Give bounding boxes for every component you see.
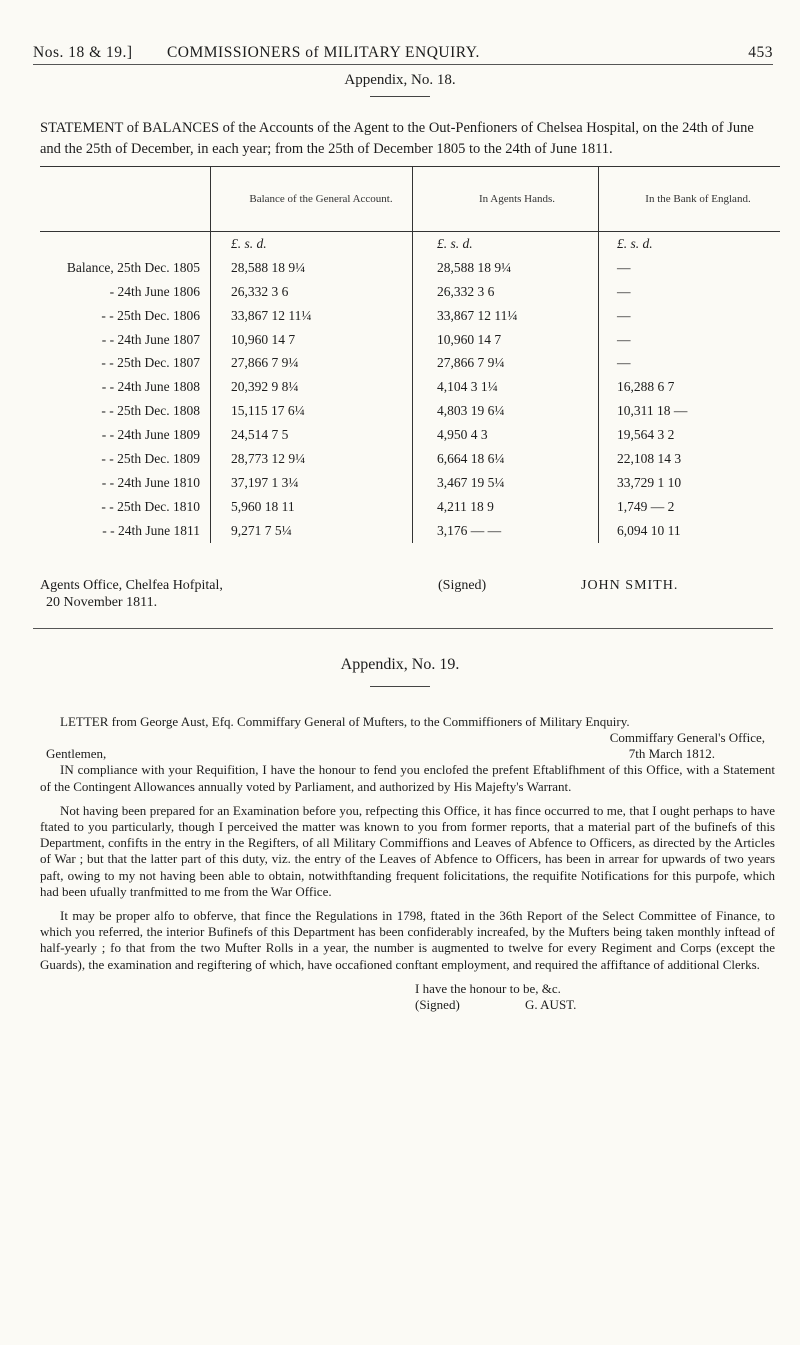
general-balance: 5,960 18 11 (211, 495, 413, 519)
bank-of-england: — (599, 304, 781, 328)
agents-hands: 4,803 19 6¼ (413, 399, 599, 423)
agents-hands: 3,176 — — (413, 519, 599, 543)
general-balance: 10,960 14 7 (211, 328, 413, 352)
table-row (40, 304, 780, 328)
row-label: - - 25th Dec. 1810 (101, 498, 200, 514)
bank-of-england: — (599, 256, 781, 280)
general-balance: 27,866 7 9¼ (211, 351, 413, 375)
agents-hands: 10,960 14 7 (413, 328, 599, 352)
row-label: - - 25th Dec. 1808 (101, 403, 200, 419)
bank-of-england: — (599, 280, 781, 304)
paragraph: Not having been prepared for an Examination before you, refpecting this Office, it has fince occurred to me, that I ought perhaps to have ftated to you particularly, though I perceived the matter was known to you from former reports, that a material part of the bufinefs of this Department, confifts in the entry in the Regifters, of all Military Commiffions and Leaves of Abfence to Officers, as directed by the Articles of War ; but that the latter part of this duty, viz. the entry of the Leaves of Abfence to Officers, has been in arrear for upwards of two years paft, owing to my not having been able to obtain, notwithftanding frequent folicitations, the requifite Notifications for this purpofe, which had been ufually tranfmitted to me from the War Office. (40, 802, 775, 899)
table-row (40, 399, 780, 423)
signer-name: JOHN SMITH. (581, 578, 679, 593)
row-label: - - 24th June 1809 (101, 427, 200, 443)
paragraph: IN compliance with your Requifition, I have the honour to fend you enclofed the prefent Eftablifhment of this Office, with a Statement of the Contingent Allowances annually voted by Parliament, and authorized by His Majefty's Warrant. (40, 762, 775, 794)
agents-hands: 28,588 18 9¼ (413, 256, 599, 280)
column-header-agents: In Agents Hands. (413, 167, 599, 232)
agents-hands: 27,866 7 9¼ (413, 351, 599, 375)
units-agents: £. s. d. (413, 232, 599, 256)
table-row (40, 447, 780, 471)
statement-intro: STATEMENT of BALANCES of the Accounts of the Agent to the Out-Penfioners of Chelsea Hospital, on the 24th of June and the 25th of December, in each year; from the 25th of December 1805 to the 24th of June 1811. (40, 120, 754, 157)
agents-hands: 4,950 4 3 (413, 423, 599, 447)
units-row (40, 232, 780, 256)
row-label: - - 24th June 1807 (101, 331, 200, 347)
row-label: - - 25th Dec. 1806 (101, 307, 200, 323)
letter-heading: LETTER from George Aust, Efq. Commiffary General of Mufters, to the Commiffioners of Military Enquiry. (60, 714, 630, 729)
letter-body (40, 714, 775, 1013)
row-label: - - 25th Dec. 1807 (101, 355, 200, 371)
agents-hands: 4,104 3 1¼ (413, 375, 599, 399)
closing: I have the honour to be, &c. (415, 980, 561, 996)
signed-label: (Signed) (438, 578, 487, 593)
row-label: Balance, 25th Dec. 1805 (66, 259, 200, 275)
bank-of-england: 16,288 6 7 (599, 375, 781, 399)
office-place-line1: Agents Office, Chelfea Hofpital, (40, 578, 223, 593)
running-header (33, 44, 773, 62)
bank-of-england: 22,108 14 3 (599, 447, 781, 471)
bank-of-england: 19,564 3 2 (599, 423, 781, 447)
office-place (40, 577, 223, 611)
page-number: 453 (748, 44, 773, 61)
row-label: - - 24th June 1808 (101, 379, 200, 395)
row-label-header (40, 167, 211, 232)
salutation-line (40, 746, 775, 762)
column-header-bank: In the Bank of England. (599, 167, 781, 232)
title-rule (370, 96, 430, 97)
agents-hands: 26,332 3 6 (413, 280, 599, 304)
table-row (40, 519, 780, 543)
general-balance: 9,271 7 5¼ (211, 519, 413, 543)
appendix-19-title: Appendix, No. 19. (340, 656, 460, 673)
agents-hands: 6,664 18 6¼ (413, 447, 599, 471)
paragraph: It may be proper alfo to obferve, that fince the Regulations in 1798, ftated in the 36th Report of the Select Committee of Finance, to which you referred, the interior Bufinefs of this Department has been confiderably increafed, by the Mufters being taken monthly inftead of half-yearly ; fo that from the two Mufter Rolls in a year, the number is augmented to twelve for every Regiment and Corps (except the Guards), the examination and regiftering of which, have occafioned conftant employment, and required the affiftance of additional Clerks. (40, 908, 775, 972)
row-label: - 24th June 1806 (109, 283, 200, 299)
header-title: COMMISSIONERS of MILITARY ENQUIRY. (166, 44, 480, 61)
agents-hands: 4,211 18 9 (413, 495, 599, 519)
salutation: Gentlemen, (46, 746, 107, 762)
table-row (40, 423, 780, 447)
agents-hands: 33,867 12 11¼ (413, 304, 599, 328)
bank-of-england: — (599, 351, 781, 375)
signature-line (40, 997, 775, 1013)
header-rule (33, 64, 773, 65)
agents-hands: 3,467 19 5¼ (413, 471, 599, 495)
general-balance: 33,867 12 11¼ (211, 304, 413, 328)
column-header-general: Balance of the General Account. (211, 167, 413, 232)
general-balance: 37,197 1 3¼ (211, 471, 413, 495)
general-balance: 15,115 17 6¼ (211, 399, 413, 423)
signed-label: (Signed) (415, 997, 460, 1013)
bank-of-england: 1,749 — 2 (599, 495, 781, 519)
office-line: Commiffary General's Office, (609, 730, 765, 746)
general-balance: 28,773 12 9¼ (211, 447, 413, 471)
row-label: - - 25th Dec. 1809 (101, 450, 200, 466)
bank-of-england: 33,729 1 10 (599, 471, 781, 495)
row-label: - - 24th June 1810 (101, 474, 200, 490)
general-balance: 28,588 18 9¼ (211, 256, 413, 280)
balances-table (40, 166, 780, 543)
table-row (40, 351, 780, 375)
appendix-18-title: Appendix, No. 18. (344, 72, 456, 88)
table-row (40, 328, 780, 352)
table-row (40, 375, 780, 399)
bank-of-england: 10,311 18 — (599, 399, 781, 423)
table-row (40, 280, 780, 304)
letter-date: 7th March 1812. (628, 746, 715, 762)
title-rule (370, 686, 430, 687)
general-balance: 24,514 7 5 (211, 423, 413, 447)
general-balance: 26,332 3 6 (211, 280, 413, 304)
table-row (40, 495, 780, 519)
office-place-date: 20 November 1811. (46, 595, 158, 610)
header-section-ref: Nos. 18 & 19.] (33, 44, 133, 61)
units-bank: £. s. d. (599, 232, 781, 256)
bank-of-england: 6,094 10 11 (599, 519, 781, 543)
row-label: - - 24th June 1811 (102, 522, 200, 538)
units-general: £. s. d. (211, 232, 413, 256)
table-row (40, 256, 780, 280)
table-row (40, 471, 780, 495)
general-balance: 20,392 9 8¼ (211, 375, 413, 399)
bank-of-england: — (599, 328, 781, 352)
signer-name: G. AUST. (525, 997, 577, 1013)
section-rule (33, 628, 773, 629)
